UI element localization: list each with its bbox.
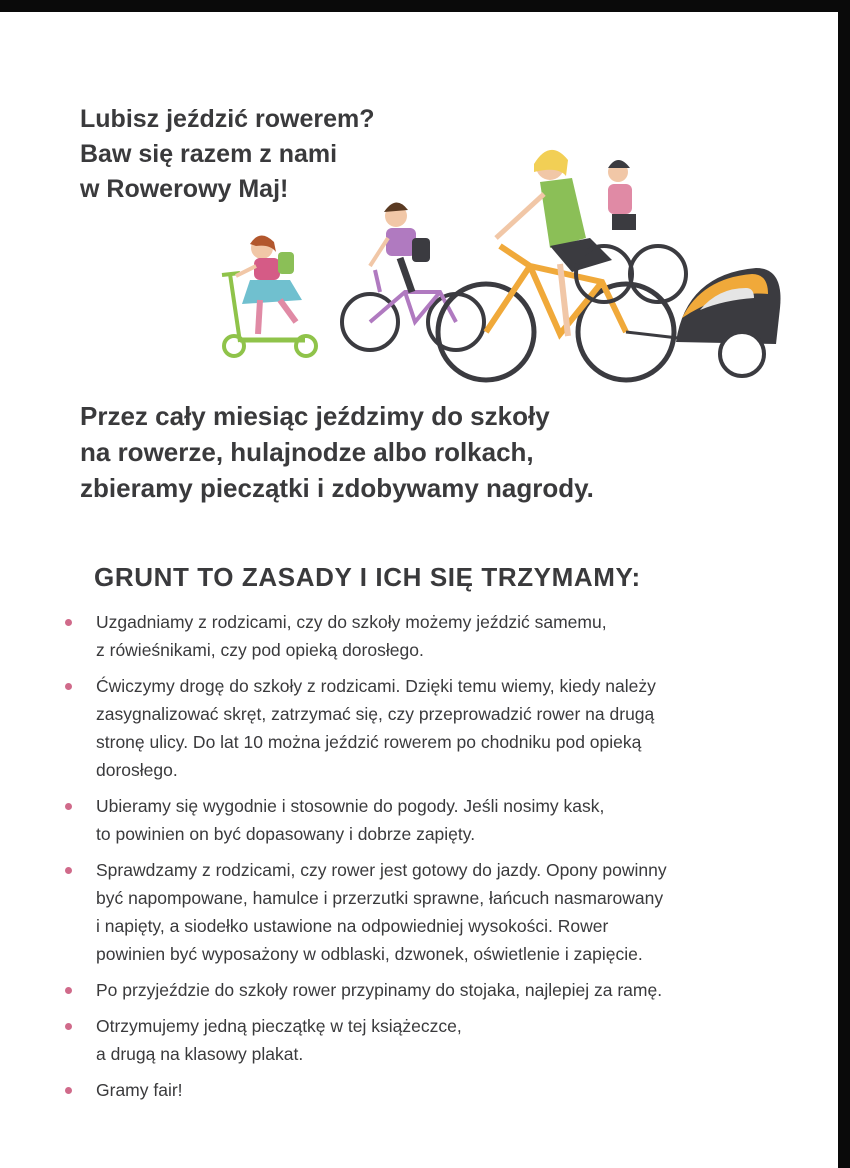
- rule-item: [60, 792, 780, 848]
- headline-line-2: Baw się razem z nami: [80, 140, 338, 168]
- rule-item: [60, 1012, 780, 1068]
- bike-trailer-figure: [626, 268, 781, 376]
- bullet-dot: [65, 987, 72, 994]
- scan-edge: [838, 0, 850, 1168]
- scooter-girl-figure: [222, 235, 316, 356]
- rule-item: [60, 672, 780, 784]
- intro-text: [80, 398, 594, 506]
- flyer-page: [0, 12, 839, 1168]
- rule-text: Otrzymujemy jedną pieczątkę w tej książeczce, a drugą na klasowy plakat.: [96, 1016, 462, 1064]
- rule-item: [60, 1076, 780, 1104]
- rule-item: [60, 608, 780, 664]
- rule-text: Sprawdzamy z rodzicami, czy rower jest gotowy do jazdy. Opony powinny być napompowane, hamulce i przerzutki sprawne, łańcuch nasmarowany i napięty, a siodełko ustawione na odpowiedniej wysokości. Rower powinien być wyposażony w odblaski, dzwonek, oświetlenie i zapięcie.: [96, 860, 667, 964]
- bullet-dot: [65, 803, 72, 810]
- rule-text: Uzgadniamy z rodzicami, czy do szkoły możemy jeździć samemu, z rówieśnikami, czy pod opieką dorosłego.: [96, 612, 607, 660]
- headline-line-3: w Rowerowy Maj!: [80, 175, 289, 203]
- boy-pink-bike-figure: [342, 202, 484, 350]
- bullet-dot: [65, 619, 72, 626]
- rule-text: Ćwiczymy drogę do szkoły z rodzicami. Dzięki temu wiemy, kiedy należy zasygnalizować skręt, zatrzymać się, czy przeprowadzić rower na drugą stronę ulicy. Do lat 10 można jeździć rowerem po chodniku pod opieką dorosłego.: [96, 676, 656, 780]
- cyclists-illustration: [200, 142, 790, 392]
- bullet-dot: [65, 1023, 72, 1030]
- intro-line-2: na rowerze, hulajnodze albo rolkach,: [80, 437, 534, 467]
- headline-line-1: Lubisz jeździć rowerem?: [80, 105, 375, 133]
- rule-item: [60, 856, 780, 968]
- rule-text: Ubieramy się wygodnie i stosownie do pogody. Jeśli nosimy kask, to powinien on być dopasowany i dobrze zapięty.: [96, 796, 605, 844]
- rule-text: Po przyjeździe do szkoły rower przypinamy do stojaka, najlepiej za ramę.: [96, 980, 663, 1000]
- bullet-dot: [65, 683, 72, 690]
- rules-list: [60, 608, 780, 1112]
- intro-line-3: zbieramy pieczątki i zdobywamy nagrody.: [80, 473, 594, 503]
- rule-item: [60, 976, 780, 1004]
- bullet-dot: [65, 867, 72, 874]
- bullet-dot: [65, 1087, 72, 1094]
- rules-title: GRUNT TO ZASADY I ICH SIĘ TRZYMAMY:: [94, 562, 641, 592]
- intro-line-1: Przez cały miesiąc jeździmy do szkoły: [80, 401, 550, 431]
- rule-text: Gramy fair!: [96, 1080, 183, 1100]
